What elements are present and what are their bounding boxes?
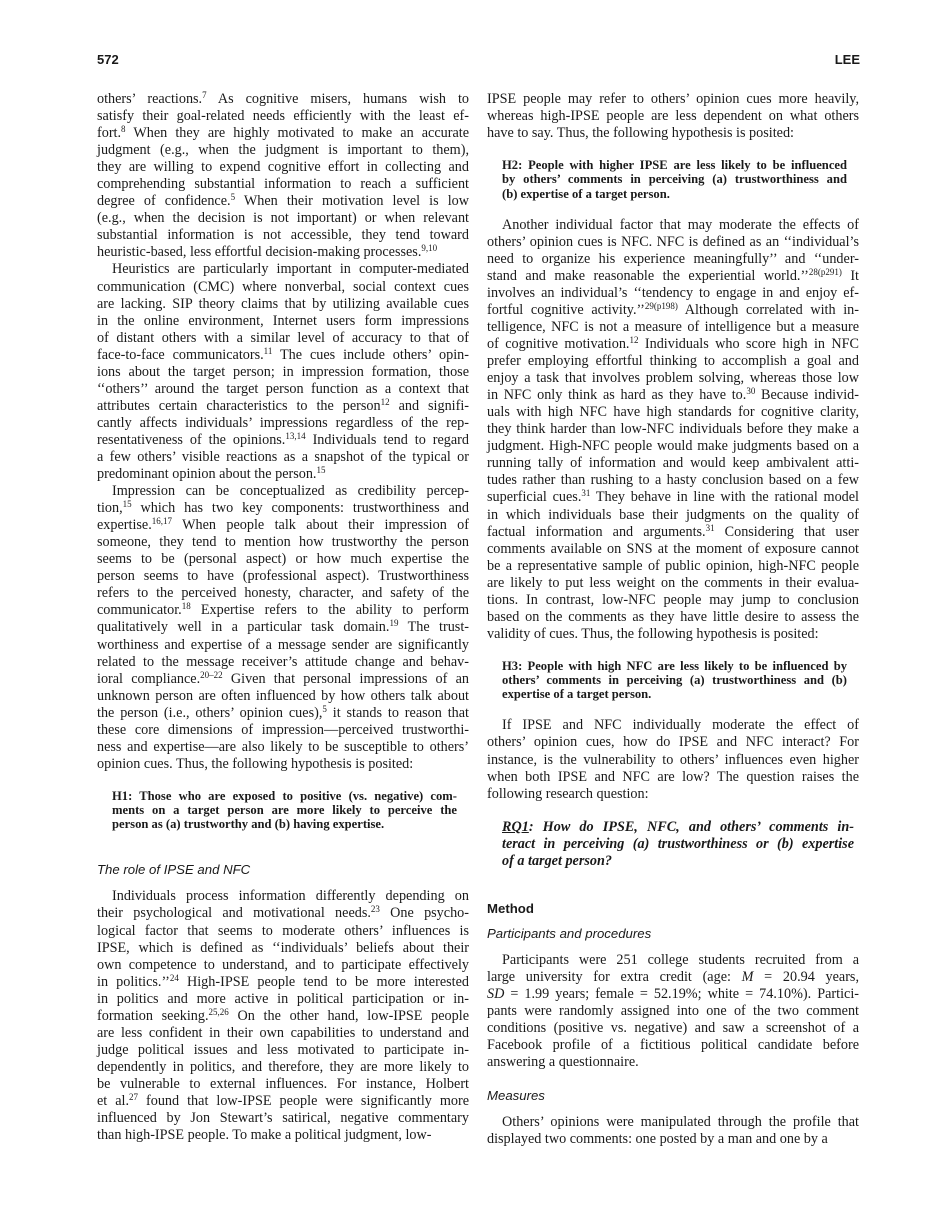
text-line: judge political issues and less motivated to participate in- [97, 1041, 469, 1058]
text-line: worthiness and expertise of a message sender are significantly [97, 636, 469, 653]
text-line: conditions (positive vs. negative) and saw a screenshot of a [487, 1019, 859, 1036]
text-line: a few others’ visible reactions as a snapshot of the typical or [97, 448, 469, 465]
text-line: factual information and arguments.$^{31}$ Considering that user [487, 522, 859, 540]
text-line: others’ opinion cues is NFC. NFC is defined as an ‘‘individual’s [487, 233, 859, 250]
text-line: be a representative sample of public opinion, high-NFC people [487, 557, 859, 574]
text-line: ness and expertise—are also likely to be susceptible to others’ [97, 738, 469, 755]
text-line: need to organize his experience meaningfully’’ and ‘‘under- [487, 250, 859, 267]
text-line: someone, they tend to mention how trustworthy the person [97, 534, 469, 551]
text-line: substantial information is not accessible, they tend toward [97, 227, 469, 244]
citation-superscript: 15 [316, 465, 326, 476]
text-line: H2: People with higher IPSE are less likely to be influenced [502, 158, 847, 173]
text-line: influenced by Jon Stewart’s satirical, negative commentary [97, 1110, 469, 1127]
text-line: communicator.$^{18}$ Expertise refers to the ability to perform [97, 601, 469, 619]
text-line: comprehending substantial information to reach a sufficient [97, 176, 469, 193]
text-line: ioral compliance.$^{20-22}$ Given that personal impressions of an [97, 669, 469, 687]
left-column [97, 91, 469, 1144]
text-line: related to the message receiver’s attitude change and behav- [97, 653, 469, 670]
citation-superscript: 23 [370, 904, 380, 915]
citation-superscript: 12 [629, 335, 639, 346]
text-line: stand and make reasonable the experiential world.’’$^{28(p291)}$ It [487, 266, 859, 284]
text-line: judgment. High-NFC people would make judgments based on a [487, 438, 859, 455]
text-line: expertise of a target person. [502, 687, 652, 702]
text-line: opinion cues. Thus, the following hypothesis is posited: [97, 755, 414, 772]
text-line: fort.$^8$ When they are highly motivated to make an accurate [97, 124, 469, 142]
text-line: superficial cues.$^{31}$ They behave in line with the rational model [487, 488, 859, 506]
text-line: the person (i.e., others’ opinion cues),$^5$ it stands to reason that [97, 703, 469, 721]
text-line: are likely to put less weight on the comments in their evalua- [487, 574, 859, 591]
text-line: prefer employing effortful thinking to accomplish a goal and [487, 353, 859, 370]
research-question-rq1 [487, 819, 854, 870]
text-line: when both IPSE and NFC are low? The question raises the [487, 768, 859, 785]
text-line: involves an individual’s ‘‘tendency to engage in and enjoy ef- [487, 284, 859, 301]
rq-line: teract in perceiving (a) trustworthiness or (b) expertise [502, 835, 854, 852]
text-line: seems to be (personal aspect) or how much expertise the [97, 551, 469, 568]
text-line: by others’ comments in perceiving (a) trustworthiness and [502, 172, 847, 187]
text-line: expertise.$^{16,17}$ When people talk about their impression of [97, 516, 469, 534]
text-line: qualitatively well in a particular task domain.$^{19}$ The trust- [97, 618, 469, 636]
paragraph [487, 91, 859, 142]
paragraph [97, 483, 469, 773]
citation-superscript: 13,14 [285, 430, 306, 441]
text-line: instance, is the vulnerability to others’ influences even higher [487, 751, 859, 768]
text-line: cantly affects individuals’ impressions regardless of the rep- [97, 414, 469, 431]
paragraph [97, 261, 469, 483]
citation-superscript: 27 [129, 1092, 139, 1102]
section-subheading: Participants and procedures [487, 925, 652, 941]
text-line: pants were randomly assigned into one of the two comment [487, 1002, 859, 1019]
text-line: Facebook profile of a fictitious political candidate before [487, 1036, 859, 1053]
text-line: dependently in politics, and therefore, they are more likely to [97, 1058, 469, 1075]
citation-superscript: 7 [202, 90, 207, 100]
text-line: H1: Those who are exposed to positive (vs. negative) com- [112, 788, 457, 803]
section-subheading: Measures [487, 1088, 545, 1103]
text-line: these core dimensions of impression—perceived trustworthi- [97, 721, 469, 738]
text-line: are less confident in their own capabilities to understand and [97, 1024, 469, 1041]
text-line: attributes certain characteristics to the person$^{12}$ and signifi- [97, 396, 470, 414]
text-line: than high-IPSE people. To make a political judgment, low- [97, 1127, 432, 1144]
text-line: degree of confidence.$^5$ When their motivation level is low [97, 192, 469, 210]
text-line: in politics and more active in political participation or in- [97, 990, 469, 1007]
text-line: communication (CMC) where nonverbal, social context cues [97, 278, 469, 295]
text-line: running tally of information and would keep ambivalent atti- [487, 455, 859, 472]
text-line: answering a questionnaire. [487, 1053, 639, 1070]
citation-superscript: 19 [389, 618, 399, 629]
paragraph [487, 1114, 859, 1148]
text-line: others’ reactions.$^7$ As cognitive misers, humans wish to [97, 90, 469, 107]
paragraph [487, 217, 859, 643]
text-line: person as (a) trustworthy and (b) having expertise. [112, 817, 385, 832]
text-line: following research question: [487, 785, 649, 802]
citation-superscript: 24 [169, 972, 179, 983]
text-line: based on the comments as they have little desire to assess the [487, 608, 859, 625]
text-line: tions. In contrast, low-NFC people may jump to conclusion [487, 591, 859, 608]
citation-superscript: 30 [746, 386, 756, 397]
text-line: displayed two comments: one posted by a man and one by a [487, 1131, 828, 1148]
paragraph [487, 952, 859, 1071]
text-line: IPSE, which is defined as ‘‘individuals’ beliefs about their [97, 939, 469, 956]
text-line: unknown person are often influenced by how others talk about [97, 687, 469, 704]
paragraph [487, 717, 859, 802]
right-column [487, 91, 859, 1148]
text-line: satisfy their goal-related needs efficiently with the least ef- [97, 108, 469, 125]
paragraph [97, 888, 469, 1144]
citation-superscript: 25,26 [208, 1006, 229, 1017]
text-line: heuristic-based, less effortful decision-making processes.$^{9,10}$ [97, 243, 438, 261]
text-line: they think harder than low-NFC individuals before they make a [487, 421, 859, 438]
text-line: uals with high NFC have high standards for cognitive clarity, [487, 404, 859, 421]
text-line: are lacking. SIP theory claims that by utilizing available cues [97, 295, 469, 312]
text-line: own competence to understand, and to participate effectively [97, 956, 469, 973]
text-line: validity of cues. Thus, the following hypothesis is posited: [487, 625, 819, 642]
text-line: tudes rather than rushing to a hasty conclusion based on a few [487, 472, 859, 489]
text-line: Impression can be conceptualized as credibility percep- [112, 483, 469, 500]
text-line: ‘‘others’’ around the target person function as a context that [97, 380, 469, 397]
citation-superscript: 16,17 [151, 516, 173, 527]
text-line: If IPSE and NFC individually moderate the effect of [502, 717, 859, 734]
text-line: Participants were 251 college students recruited from a [502, 951, 859, 968]
text-line: in the online environment, Internet users form impressions [97, 312, 469, 329]
text-line: of cognitive motivation.$^{12}$ Individuals who score high in NFC [487, 335, 860, 353]
text-line: in NFC only think as hard as they have to.$^{30}$ Because individ- [487, 386, 859, 404]
text-line: predominant opinion about the person.$^{15}$ [97, 465, 326, 483]
text-line: logical factor that seems to moderate others’ influences is [97, 922, 469, 939]
text-line: (b) expertise of a target person. [502, 186, 670, 201]
citation-superscript: 11 [263, 345, 273, 356]
text-line: their psychological and motivational needs.$^{23}$ One psycho- [97, 904, 469, 922]
text-line: IPSE people may refer to others’ opinion cues more heavily, [487, 91, 859, 107]
citation-superscript: 15 [122, 499, 132, 510]
citation-superscript: 5 [322, 703, 327, 714]
rq-line: of a target person? [502, 852, 612, 869]
rq1-label: RQ1 [502, 818, 529, 835]
text-line: in politics.’’$^{24}$ High-IPSE people tend to be more interested [97, 972, 469, 990]
text-line: formation seeking.$^{25,26}$ On the other hand, low-IPSE people [97, 1006, 469, 1024]
text-line: judgment (e.g., when the judgment is important to them), [97, 142, 469, 159]
citation-superscript: 28(p291) [808, 266, 842, 277]
text-line: have to say. Thus, the following hypothesis is posited: [487, 125, 794, 142]
text-line: fortful cognitive activity.’’$^{29(p198)}$ Although correlated with in- [487, 300, 859, 318]
text-line: enjoy a task that involves problem solving, whereas those low [487, 370, 859, 387]
text-line: telligence, NFC is not a measure of intelligence but a measure [487, 318, 859, 335]
text-line: comments available on SNS at the moment of exposure cannot [487, 540, 859, 557]
text-line: resentativeness of the opinions.$^{13,14}$ Individuals tend to regard [97, 430, 470, 448]
page-number: 572 [97, 52, 119, 67]
section-heading-method: Method [487, 900, 534, 916]
running-head-author: LEE [834, 52, 860, 67]
citation-superscript: 29(p198) [644, 300, 678, 311]
paragraph [97, 91, 469, 261]
text-line: of distant others with a similar level of accuracy to that of [97, 329, 469, 346]
section-subheading: The role of IPSE and NFC [97, 862, 251, 878]
text-line: tion,$^{15}$ which has two key components: trustworthiness and [97, 499, 469, 517]
text-line: they are willing to expend cognitive effort in collecting and [97, 159, 469, 176]
text-line: person seems to have (professional aspect). Trustworthiness [97, 568, 469, 585]
rq-line: RQ1: How do IPSE, NFC, and others’ comments in- [502, 818, 854, 835]
citation-superscript: 12 [380, 396, 390, 407]
text-line: whereas high-IPSE people are less dependent on what others [487, 108, 859, 125]
citation-superscript: 5 [230, 192, 236, 203]
text-line: ments on a target person are more likely to perceive the [112, 803, 457, 818]
text-line: et al.$^{27}$ found that low-IPSE people were significantly more [97, 1092, 469, 1109]
text-line: (e.g., when the decision is not important) or when relevant [97, 210, 469, 227]
text-line: Another individual factor that may moderate the effects of [502, 216, 859, 233]
text-line: refers to the perceived honesty, character, and safety of the [97, 585, 469, 602]
citation-superscript: 8 [121, 124, 126, 135]
text-line: face-to-face communicators.$^{11}$ The cues include others’ opin- [97, 345, 469, 363]
text-line: large university for extra credit (age: M = 20.94 years, [487, 968, 859, 985]
text-line: others’ opinion cues, how do IPSE and NFC interact? For [487, 734, 859, 751]
citation-superscript: 31 [581, 488, 591, 499]
citation-superscript: 31 [705, 522, 715, 533]
citation-superscript: 18 [181, 601, 191, 612]
hypothesis-h1 [97, 789, 457, 832]
text-line: ions about the target person; in impression formation, those [97, 363, 469, 380]
text-line: H3: People with high NFC are less likely to be influenced by [502, 658, 847, 673]
text-line: Individuals process information differently depending on [112, 888, 469, 905]
citation-superscript: 20–22 [200, 669, 223, 680]
text-line: SD = 1.99 years; female = 52.19%; white = 74.10%). Partici- [487, 985, 859, 1002]
hypothesis-h2 [487, 158, 847, 201]
citation-superscript: 9,10 [421, 243, 438, 254]
text-line: in which individuals base their judgments on the quality of [487, 506, 859, 523]
text-line: Heuristics are particularly important in computer-mediated [112, 261, 469, 278]
text-line: Others’ opinions were manipulated through the profile that [502, 1114, 859, 1130]
text-line: others’ comments in perceiving (a) trustworthiness and (b) [502, 673, 847, 688]
hypothesis-h3 [487, 659, 847, 702]
text-line: be vulnerable to external influences. For instance, Holbert [97, 1075, 469, 1092]
